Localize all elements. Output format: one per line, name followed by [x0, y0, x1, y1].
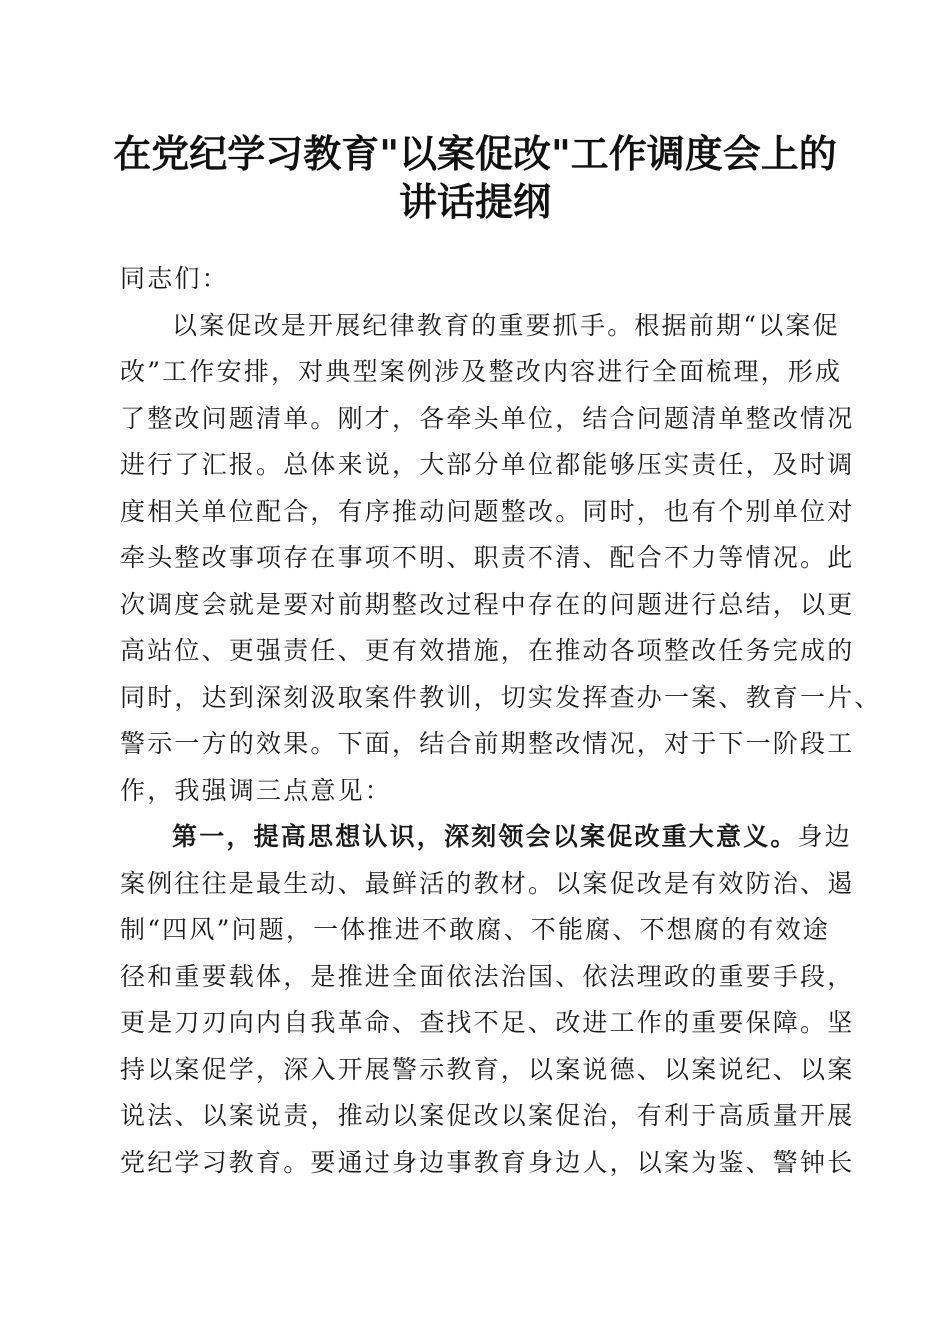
paragraph-1-line: 警示一方的效果。下面，结合前期整改情况，对于下一阶段工 — [120, 729, 855, 758]
paragraph-1-line: 改”工作安排，对典型案例涉及整改内容进行全面梳理，形成 — [120, 357, 843, 386]
paragraph-2-line: 案例往往是最生动、最鲜活的教材。以案促改是有效防治、遏 — [120, 868, 855, 898]
paragraph-1-line: 以案促改是开展纪律教育的重要抓手。根据前期“以案促 — [172, 310, 840, 340]
paragraph-2-first-line — [120, 814, 853, 861]
title-line-1: 在党纪学习教育"以案促改"工作调度会上的 — [113, 131, 837, 176]
paragraph-1-line: 同时，达到深刻汲取案件教训，切实发挥查办一案、教育一片、 — [120, 682, 882, 712]
section-heading-first: 第一，提高思想认识，深刻领会以案促改重大意义。 — [172, 822, 798, 851]
salutation: 同志们： — [120, 264, 229, 293]
paragraph-2-line: 说法、以案说责，推动以案促改以案促治，有利于高质量开展 — [120, 1101, 855, 1130]
paragraph-1-line: 度相关单位配合，有序推动问题整改。同时，也有个别单位对 — [120, 496, 855, 526]
paragraph-2-first-tail: 身边 — [797, 822, 853, 851]
paragraph-1-line: 次调度会就是要对前期整改过程中存在的问题进行总结，以更 — [120, 589, 855, 619]
paragraph-1-line: 了整改问题清单。刚才，各牵头单位，结合问题清单整改情况 — [120, 403, 855, 433]
paragraph-2-line: 制“四风”问题，一体推进不敢腐、不能腐、不想腐的有效途 — [120, 915, 830, 944]
paragraph-1-line: 进行了汇报。总体来说，大部分单位都能够压实责任，及时调 — [120, 450, 855, 479]
paragraph-2-line: 党纪学习教育。要通过身边事教育身边人，以案为鉴、警钟长 — [120, 1147, 855, 1177]
paragraph-1-line: 牵头整改事项存在事项不明、职责不清、配合不力等情况。此 — [120, 543, 855, 572]
document-title — [100, 130, 850, 226]
paragraph-1-line: 高站位、更强责任、更有效措施，在推动各项整改任务完成的 — [120, 636, 855, 665]
document-body — [120, 256, 882, 1186]
paragraph-2-line: 持以案促学，深入开展警示教育，以案说德、以案说纪、以案 — [120, 1054, 855, 1084]
paragraph-1-line: 作，我强调三点意见： — [120, 775, 393, 805]
title-line-2: 讲话提纲 — [398, 179, 551, 224]
paragraph-2-line: 径和重要载体，是推进全面依法治国、依法理政的重要手段， — [120, 961, 855, 991]
paragraph-2-line: 更是刀刃向内自我革命、查找不足、改进工作的重要保障。坚 — [120, 1008, 855, 1037]
